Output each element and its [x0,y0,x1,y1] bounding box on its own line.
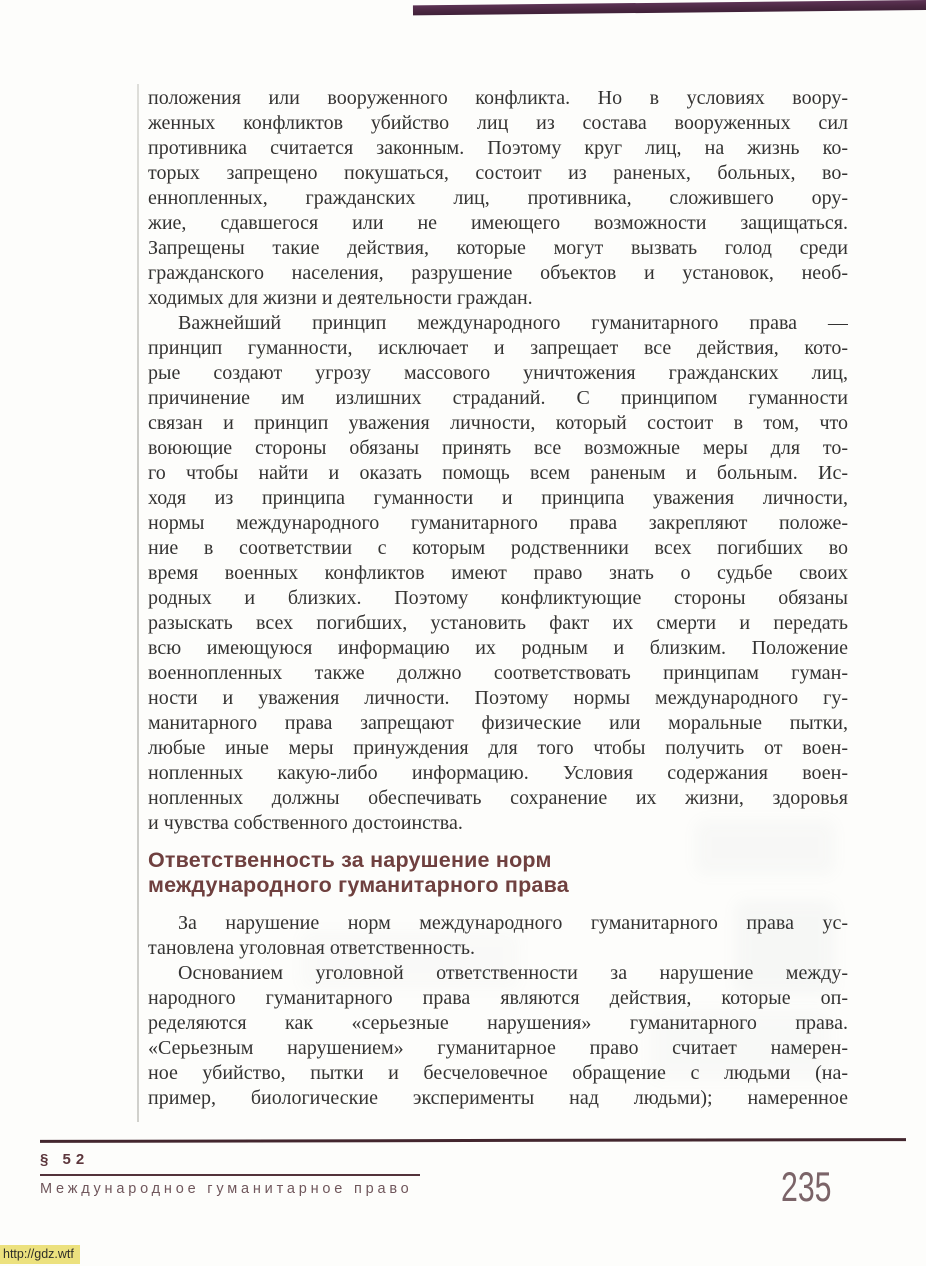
text-line: жие, сдавшегося или не имеющего возможности защищаться. [148,212,848,234]
text-line: За нарушение норм международного гуманитарного права ус- [178,912,848,934]
text-line: го чтобы найти и оказать помощь всем раненым и больным. Ис- [148,462,848,484]
book-top-border [413,0,926,15]
text-line: пример, биологические эксперименты над людьми); намеренное [148,1087,848,1109]
watermark-url-link[interactable]: http://gdz.wtf [0,1245,80,1264]
text-line: разыскать всех погибших, установить факт их смерти и передать [148,612,848,634]
text-line: еннопленных, гражданских лиц, противника, сложившего ору- [148,187,848,209]
text-line: Запрещены такие действия, которые могут вызвать голод среди [148,237,848,259]
section-number-label: § 52 [40,1151,90,1168]
text-line: противника считается законным. Поэтому круг лиц, на жизнь ко- [148,137,848,159]
section-heading [148,848,848,898]
text-line: ходимых для жизни и деятельности граждан. [148,287,533,309]
text-line: нормы международного гуманитарного права закрепляют положе- [148,512,848,534]
text-line: и чувства собственного достоинства. [148,812,463,834]
text-line: причинение им излишних страданий. С принципом гуманности [148,387,848,409]
text-line: нопленных какую-либо информацию. Условия содержания воен- [148,762,848,784]
page-text-column [148,86,848,1111]
chapter-title: Международное гуманитарное право [40,1181,413,1197]
text-line: родных и близких. Поэтому конфликтующие стороны обязаны [148,587,848,609]
text-line: народного гуманитарного права являются действия, которые оп- [148,987,848,1009]
body-paragraph [148,311,848,836]
text-line: ние в соответствии с которым родственники всех погибших во [148,537,848,559]
body-paragraph [148,86,848,311]
footer-sub-rule [40,1174,420,1176]
text-line: нопленных должны обеспечивать сохранение их жизни, здоровья [148,787,848,809]
footer-top-rule [40,1138,906,1143]
text-line: связан и принцип уважения личности, который состоит в том, что [148,412,848,434]
text-line: ности и уважения личности. Поэтому нормы международного гу- [148,687,848,709]
text-line: военнопленных также должно соответствовать принципам гуман- [148,662,848,684]
text-line: ное убийство, пытки и бесчеловечное обращение с людьми (на- [148,1062,848,1084]
heading-line: международного гуманитарного права [148,873,569,897]
text-line: тановлена уголовная ответственность. [148,937,475,959]
page-gutter-line [137,84,139,1122]
text-line: женных конфликтов убийство лиц из состава вооруженных сил [148,112,848,134]
body-paragraph [148,911,848,961]
text-line: ределяются как «серьезные нарушения» гуманитарного права. [148,1012,848,1034]
text-line: «Серьезным нарушением» гуманитарное право считает намерен- [148,1037,848,1059]
heading-line: Ответственность за нарушение норм [148,848,552,872]
text-line: любые иные меры принуждения для того чтобы получить от воен- [148,737,848,759]
text-line: ходя из принципа гуманности и принципа уважения личности, [148,487,848,509]
text-line: гражданского населения, разрушение объектов и установок, необ- [148,262,848,284]
text-line: торых запрещено покушаться, состоит из раненых, больных, во- [148,162,848,184]
text-line: воюющие стороны обязаны принять все возможные меры для то- [148,437,848,459]
text-line: Основанием уголовной ответственности за нарушение между- [178,962,848,984]
text-line: время военных конфликтов имеют право знать о судьбе своих [148,562,848,584]
body-paragraph [148,961,848,1111]
page-number: 235 [781,1163,832,1210]
text-line: положения или вооруженного конфликта. Но в условиях воору- [148,87,848,109]
text-line: манитарного права запрещают физические или моральные пытки, [148,712,848,734]
text-line: принцип гуманности, исключает и запрещает все действия, кото- [148,337,848,359]
text-line: Важнейший принцип международного гуманитарного права — [178,312,848,334]
text-line: всю имеющуюся информацию их родным и близким. Положение [148,637,848,659]
text-line: рые создают угрозу массового уничтожения гражданских лиц, [148,362,848,384]
